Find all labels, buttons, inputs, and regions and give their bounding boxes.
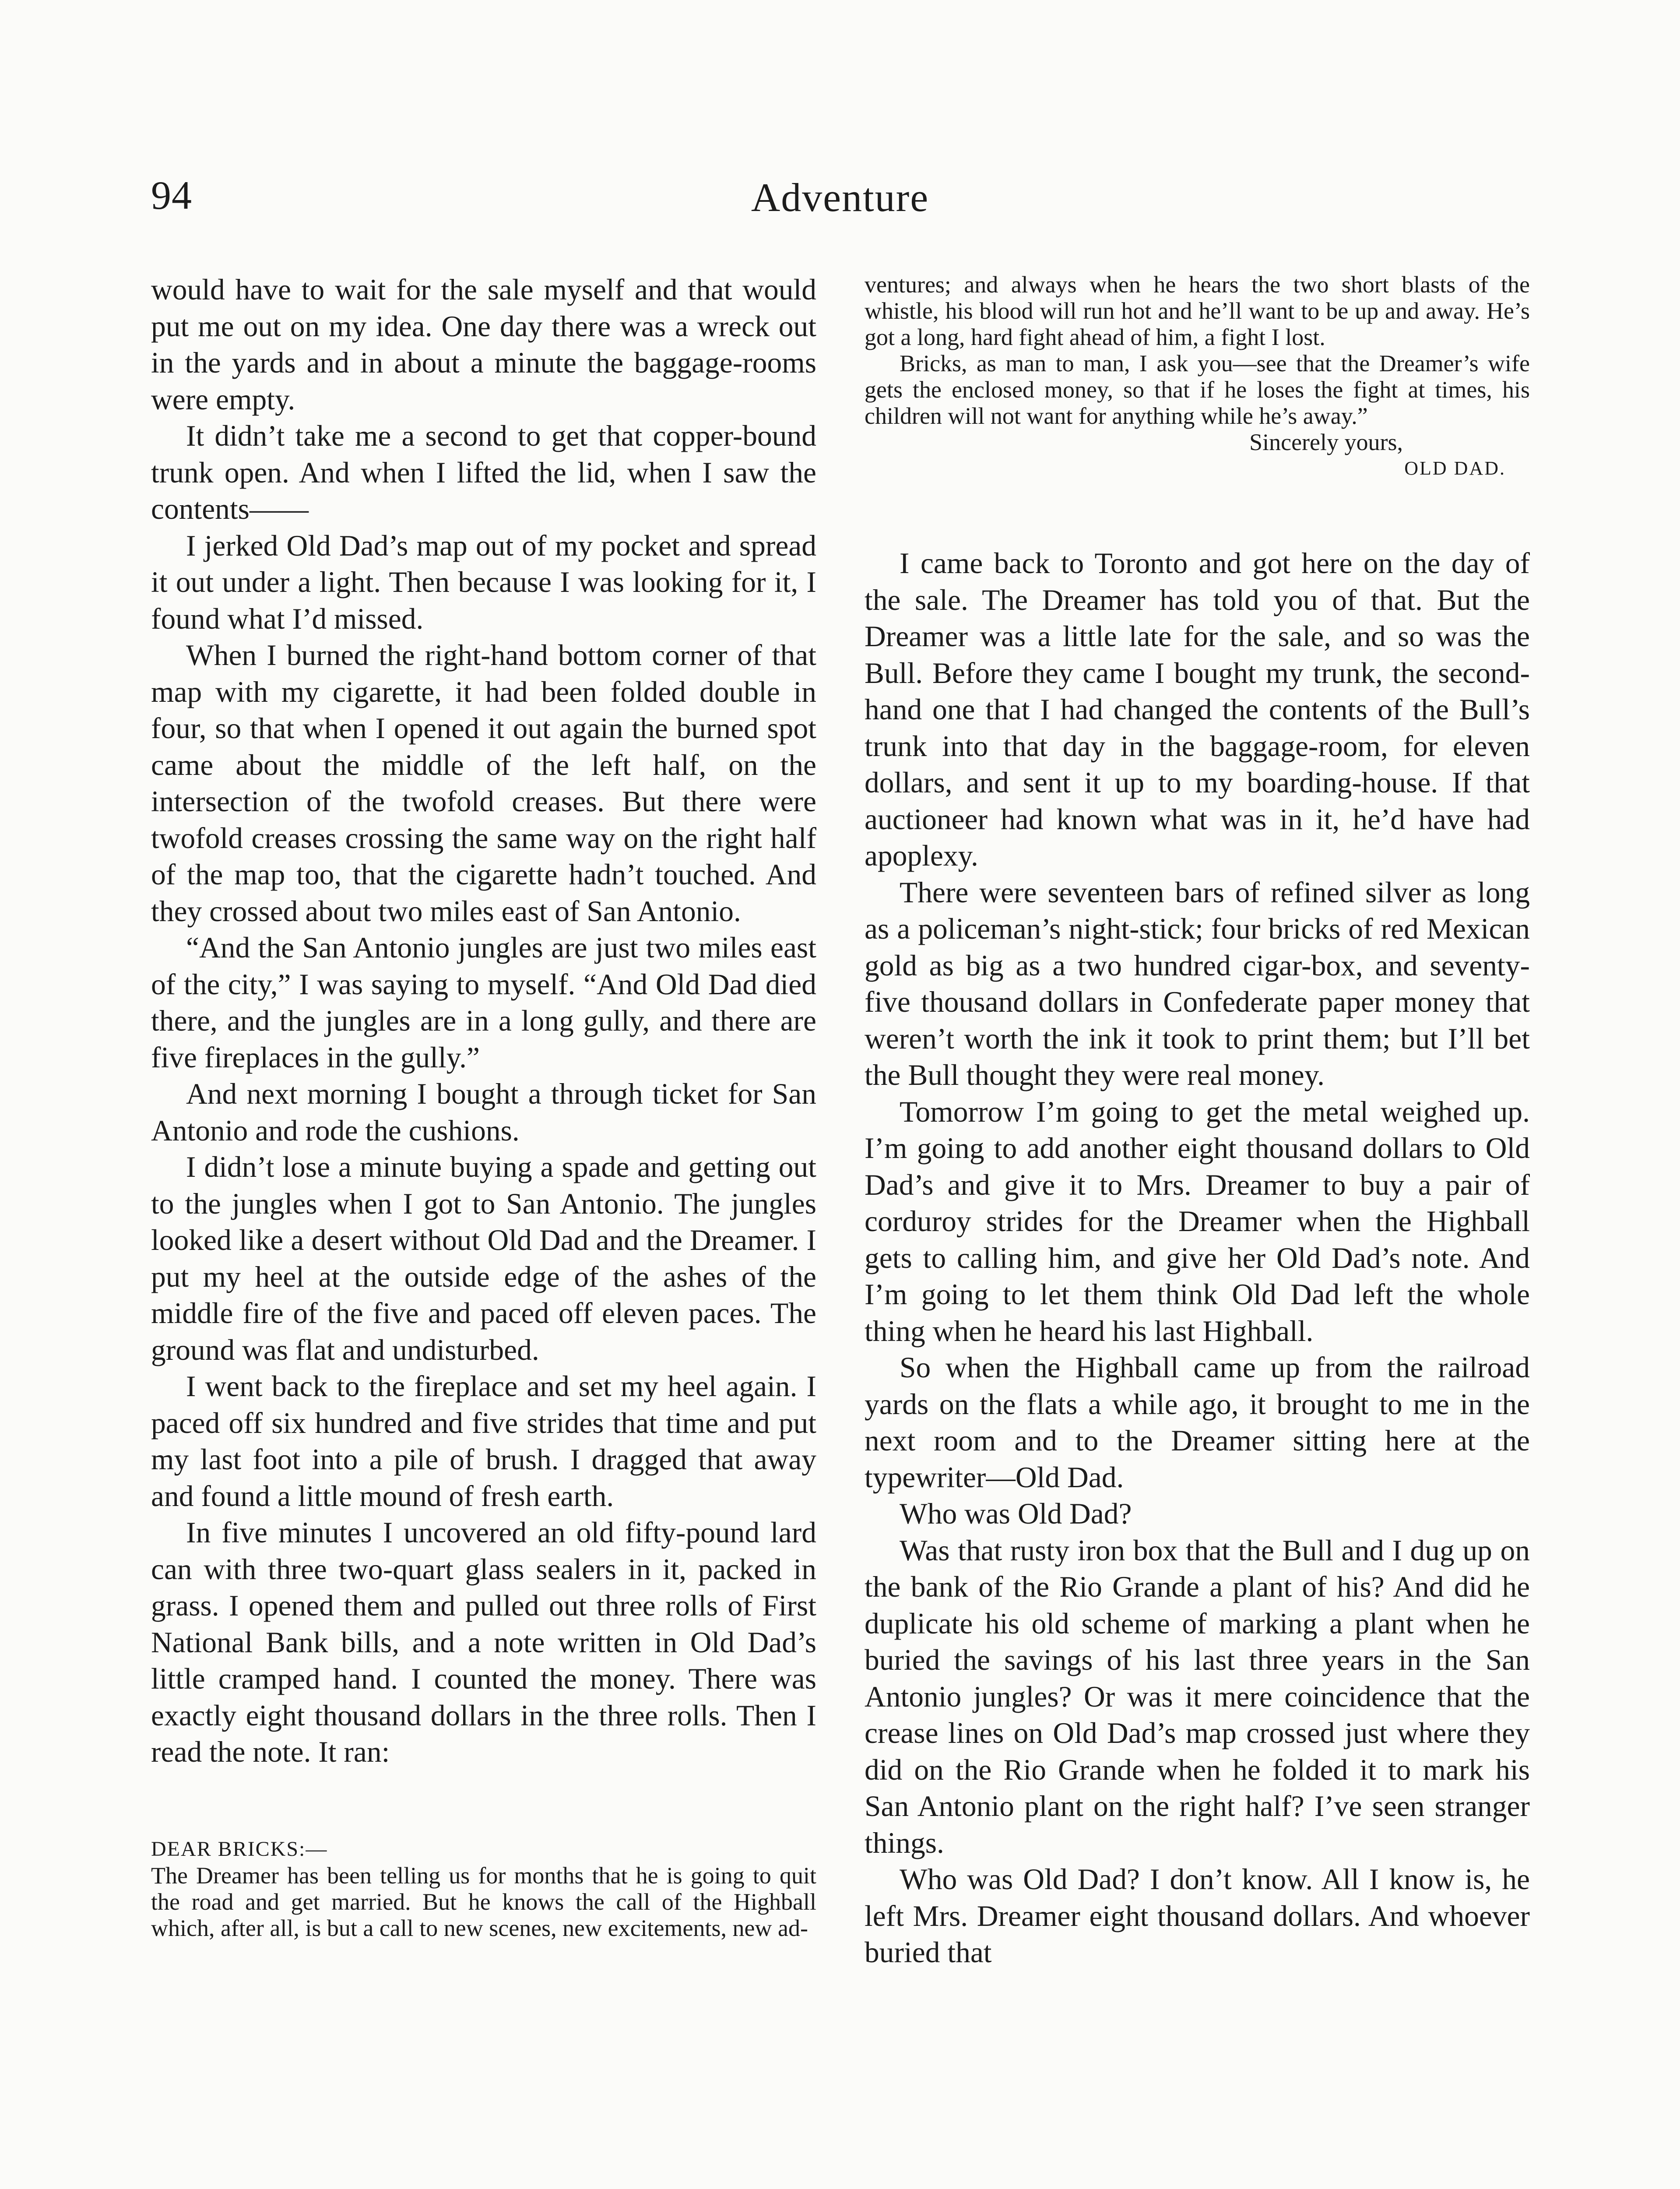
paragraph: When I burned the right-hand bottom corner of that map with my cigarette, it had been folded double in four, so that when I opened it out again the burned spot came about the middle of the left half, on the intersection of the twofold creases. But there were twofold creases crossing the same way on the right half of the map too, that the cigarette hadn’t touched. And they crossed about two miles east of San Antonio. [151, 639, 816, 928]
paragraph: I came back to Toronto and got here on the day of the sale. The Dreamer has told you of that. But the Dreamer was a little late for the sale, and so was the Bull. Before they came I bought my trunk, the second-hand one that I had changed the contents of the Bull’s trunk into that day in the baggage-room, for eleven dollars, and sent it up to my boarding-house. If that auctioneer had known what was in it, he’d have had apoplexy. [865, 547, 1530, 872]
letter-closing: Sincerely yours, [1249, 429, 1403, 455]
paragraph: would have to wait for the sale myself and that would put me out on my idea. One day there was a wreck out in the yards and in about a minute the baggage-rooms were empty. [151, 273, 816, 416]
page-number: 94 [151, 173, 192, 218]
running-head: Adventure [751, 175, 929, 220]
letter-salutation: DEAR BRICKS:— [151, 1837, 328, 1861]
right-column [865, 271, 1530, 1971]
left-column [151, 271, 816, 1941]
paragraph: In five minutes I uncovered an old fifty-pound lard can with three two-quart glass sealers in it, packed in grass. I opened them and pulled out three rolls of First National Bank bills, and a note written in Old Dad’s little cramped hand. I counted the money. There was exactly eight thousand dollars in the three rolls. Then I read the note. It ran: [151, 1516, 816, 1768]
paragraph: And next morning I bought a through ticket for San Antonio and rode the cushions. [151, 1077, 816, 1147]
paragraph: Was that rusty iron box that the Bull and I dug up on the bank of the Rio Grande a plant of his? And did he duplicate his old scheme of marking a plant when he buried the savings of his last three years in the San Antonio jungles? Or was it mere coincidence that the crease lines on Old Dad’s map crossed just where they did on the Rio Grande when he folded it to mark his San Antonio plant on the right half? I’ve seen stranger things. [865, 1534, 1530, 1859]
paragraph: I didn’t lose a minute buying a spade and getting out to the jungles when I got to San Antonio. The jungles looked like a desert without Old Dad and the Dreamer. I put my heel at the outside edge of the ashes of the middle fire of the five and paced off eleven paces. The ground was flat and undisturbed. [151, 1151, 816, 1366]
paragraph: It didn’t take me a second to get that copper-bound trunk open. And when I lifted the lid, when I saw the contents—— [151, 419, 816, 525]
paragraph: I went back to the fireplace and set my heel again. I paced off six hundred and five strides that time and put my last foot into a pile of brush. I dragged that away and found a little mound of fresh earth. [151, 1370, 816, 1513]
paragraph: “And the San Antonio jungles are just two miles east of the city,” I was saying to myself. “And Old Dad died there, and the jungles are in a long gully, and there are five fireplaces in the gully.” [151, 931, 816, 1074]
paragraph: Tomorrow I’m going to get the metal weighed up. I’m going to add another eight thousand dollars to Old Dad’s and give it to Mrs. Dreamer to buy a pair of corduroy strides for the Dreamer when the Highball gets to calling him, and give her Old Dad’s note. And I’m going to let them think Old Dad left the whole thing when he heard his last Highball. [865, 1095, 1530, 1348]
paragraph: There were seventeen bars of refined silver as long as a policeman’s night-stick; four bricks of red Mexican gold as big as a two hundred cigar-box, and seventy-five thousand dollars in Confederate paper money that weren’t worth the ink it took to print them; but I’ll bet the Bull thought they were real money. [865, 876, 1530, 1091]
letter-signature: OLD DAD. [1404, 458, 1506, 479]
paragraph: So when the Highball came up from the railroad yards on the flats a while ago, it brought to me in the next room and to the Dreamer sitting here at the typewriter—Old Dad. [865, 1351, 1530, 1494]
letter-text: Bricks, as man to man, I ask you—see that the Dreamer’s wife gets the enclosed money, so that if he loses the fight at times, his children will not want for anything while he’s away.” [865, 350, 1530, 429]
paragraph: I jerked Old Dad’s map out of my pocket and spread it out under a light. Then because I was looking for it, I found what I’d missed. [151, 529, 816, 635]
letter-text: ventures; and always when he hears the two short blasts of the whistle, his blood will run hot and he’ll want to be up and away. He’s got a long, hard fight ahead of him, a fight I lost. [865, 271, 1530, 350]
letter-text: The Dreamer has been telling us for months that he is going to quit the road and get married. But he knows the call of the Highball which, after all, is but a call to new scenes, new excitements, new ad- [151, 1862, 816, 1941]
paragraph: Who was Old Dad? [900, 1497, 1132, 1530]
paragraph: Who was Old Dad? I don’t know. All I know is, he left Mrs. Dreamer eight thousand dollars. And whoever buried that [865, 1863, 1530, 1969]
